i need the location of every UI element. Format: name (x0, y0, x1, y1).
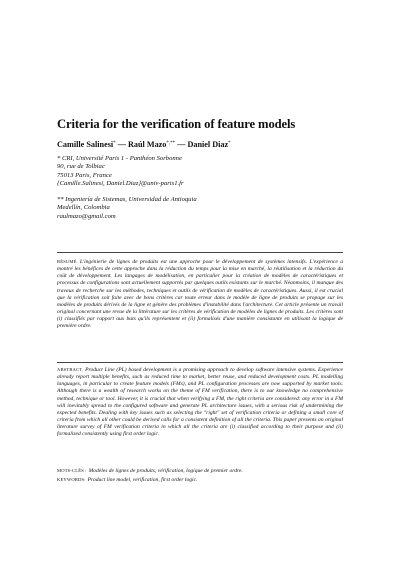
affiliation-email: raulmazo@gmail.com (57, 212, 116, 220)
affiliation-line: 75013 Paris, France (57, 171, 112, 179)
paper-title: Criteria for the verification of feature models (57, 117, 296, 131)
author-name: Daniel Diaz (187, 140, 229, 149)
section-divider (57, 252, 343, 253)
author-list (57, 140, 357, 149)
author-separator: — (115, 140, 128, 149)
motscles-line (57, 467, 343, 475)
author-separator: — (175, 140, 188, 149)
author-affiliation-mark: * (228, 141, 231, 146)
affiliation-2 (57, 196, 357, 221)
author-affiliation-mark: *,** (166, 141, 176, 146)
author-name: Camille Salinesi (57, 140, 114, 149)
author-name: Raúl Mazo (127, 140, 167, 149)
keywords-text: Product line model, verification, first order logic. (87, 477, 198, 483)
keywords-label: KEYWORDS: (57, 477, 86, 482)
abstract-text: Product Line (PL) based development is a promising approach to develop software intensive systems. Experience already report multiple benefits, such as reduced time to market, better reuse, and reduced development costs. PL modelling languages, in particular to create feature models (FMs), and PL configuration processes are now supported by market tools. Although there is a wealth of research works on the theme of FM verification, there is to our knowledge no comprehensive method, technique or tool. However, it is crucial that when verifying a FM, the right criteria are considered: any error in a FM will inevitably spread to the configured software and generate PL architecture issues, with a serious risk of undermining the expected benefits. Dealing with key issues such as selecting the "right" set of verification criteria or defining a small core of criteria from which all other could be derived calls for a consistent definition of all the criteria. This paper presents an original literature survey of FM verification criteria in which all the criteria are (i) classified according to their purpose and (ii) formalized consistently using first order logic. (57, 367, 343, 438)
affiliation-line: ** Ingeniería de Sistemas, Universidad de Antioquia (57, 196, 197, 203)
affiliation-line: * CRI, Université Paris 1 - Panthéon Sorbonne (57, 155, 182, 162)
affiliation-1 (57, 155, 357, 189)
section-divider (57, 362, 343, 363)
keywords-line (57, 476, 343, 484)
affiliation-line: 90, rue de Tolbiac (57, 163, 105, 171)
motscles-label: MOTS-CLÉS : (57, 468, 87, 473)
resume-text: L'ingénierie de lignes de produits est une approche pour le développement de systèmes intensifs. L'expérience a montré les bénéfices de cette approche dans la réduction du temps pour la mise en marché, la réutilisation et la réduction du coût de développement. Les langages de modélisation, en particulier pour la création de modèles de caractéristiques et processus de configurations sont actuellement supportés par quelques outils existants sur le marché. Néanmoins, il manque des travaux de recherche sur les méthodes, techniques et outils de vérification de modèles de caractéristiques. Aussi, il est crucial que la vérification soit faite avec de bons critères car toute erreur dans le modèle de ligne de produits se propage sur les modèles de produits dérivés de la ligne et génère des problèmes d'instabilité dans l'architecture. Cet article présente un travail original concernant une revue de la littérature sur les critères de vérification de modèles de lignes de produits. Les critères sont (i) classifiés par rapport aux buts qu'ils représentent et (ii) formalisés d'une manière consistante en utilisant la logique de première ordre. (57, 259, 343, 330)
resume-label: RÉSUMÉ. (57, 259, 78, 264)
resume-paragraph (57, 258, 343, 331)
affiliation-line: Medellín, Colombia (57, 204, 110, 212)
affiliation-email: {Camille.Salinesi, Daniel.Diaz}@univ-paris1.fr (57, 180, 184, 188)
abstract-paragraph (57, 366, 343, 439)
author-affiliation-mark: * (113, 141, 116, 146)
abstract-label: ABSTRACT. (57, 367, 84, 372)
motscles-text: Modèles de lignes de produits, vérification, logique de premier ordre. (88, 468, 243, 474)
